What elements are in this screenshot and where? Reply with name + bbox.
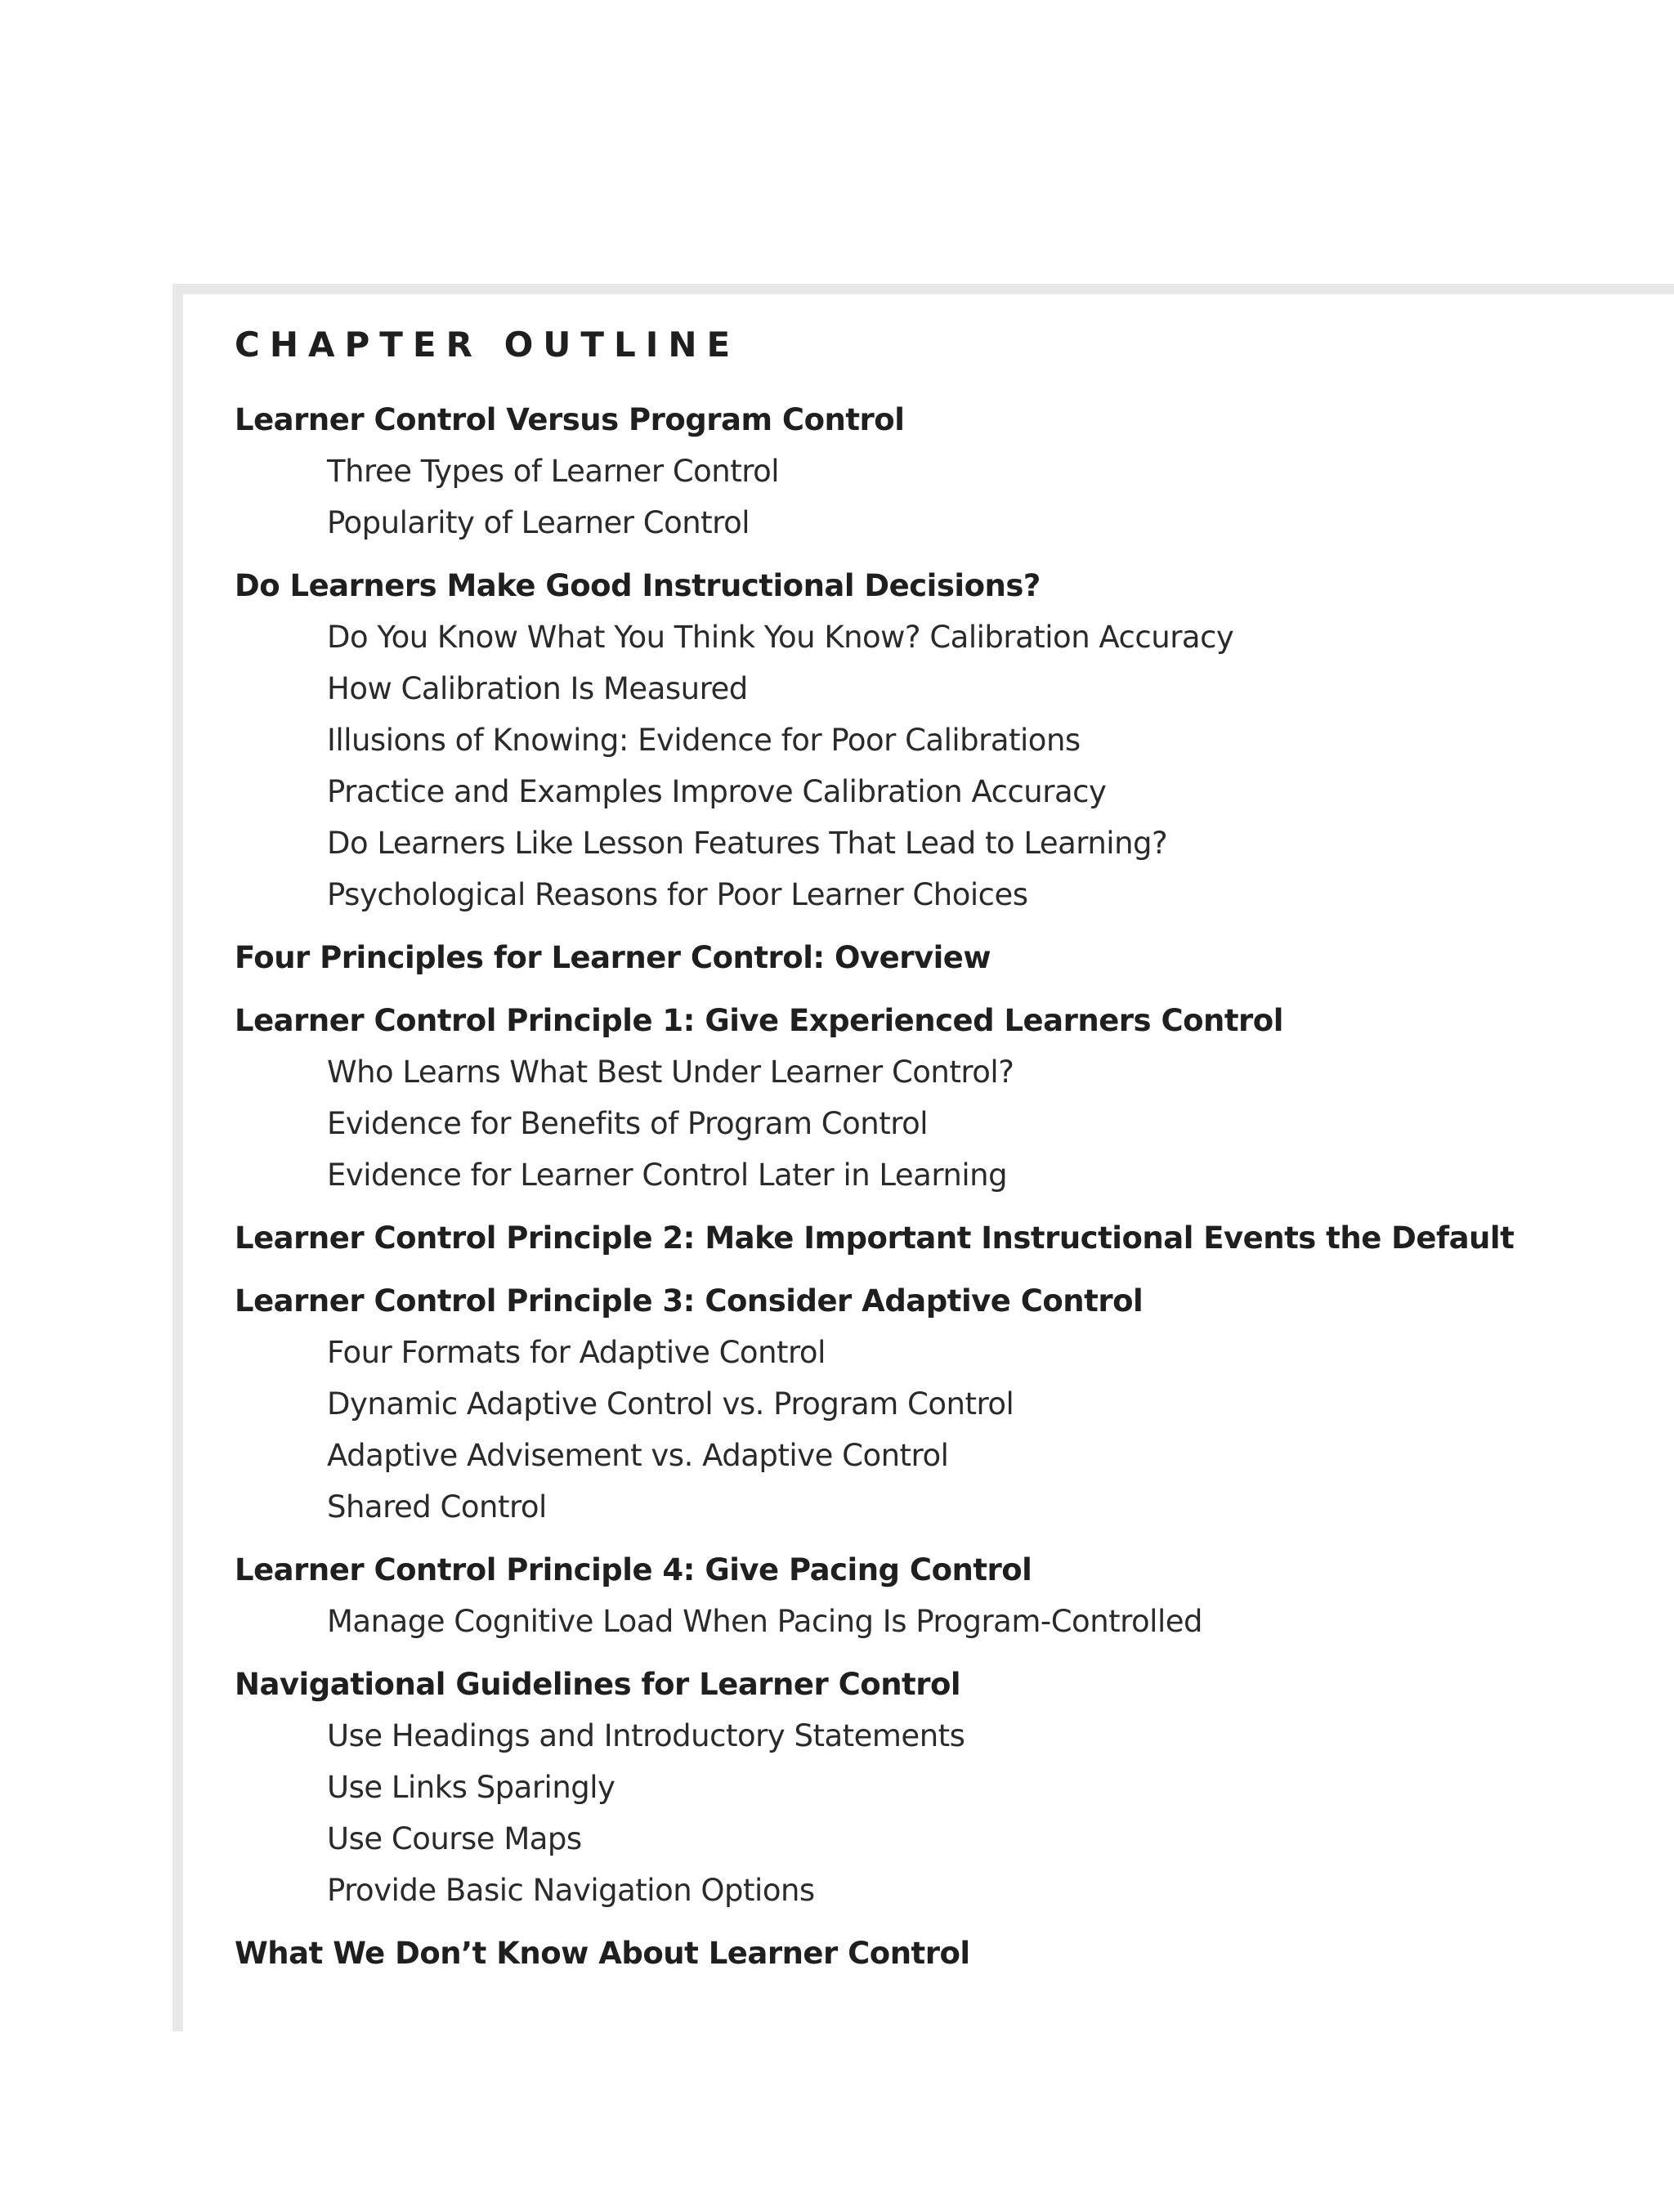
outline-subsection-item: Evidence for Learner Control Later in Learning — [327, 1157, 1008, 1193]
outline-section-heading: Learner Control Versus Program Control — [235, 402, 905, 437]
chapter-outline-heading: CHAPTER OUTLINE — [235, 325, 741, 365]
outline-subsection-item: Four Formats for Adaptive Control — [327, 1335, 826, 1370]
outline-subsection-item: Manage Cognitive Load When Pacing Is Program-Controlled — [327, 1604, 1202, 1639]
outline-subsection-item: How Calibration Is Measured — [327, 671, 748, 706]
outline-subsection-item: Do Learners Like Lesson Features That Lead to Learning? — [327, 826, 1168, 861]
outline-subsection-item: Who Learns What Best Under Learner Control? — [327, 1055, 1014, 1090]
outline-subsection-item: Illusions of Knowing: Evidence for Poor Calibrations — [327, 723, 1081, 758]
outline-subsection-item: Three Types of Learner Control — [327, 454, 780, 489]
outline-subsection-item: Popularity of Learner Control — [327, 505, 750, 540]
outline-section-heading: Do Learners Make Good Instructional Decisions? — [235, 568, 1041, 603]
outline-section-heading: What We Don’t Know About Learner Control — [235, 1936, 970, 1971]
outline-subsection-item: Evidence for Benefits of Program Control — [327, 1106, 929, 1141]
outline-section-heading: Four Principles for Learner Control: Overview — [235, 940, 991, 975]
outline-subsection-item: Dynamic Adaptive Control vs. Program Control — [327, 1386, 1014, 1422]
outline-subsection-item: Provide Basic Navigation Options — [327, 1873, 815, 1908]
outline-subsection-item: Adaptive Advisement vs. Adaptive Control — [327, 1438, 949, 1473]
outline-section-heading: Learner Control Principle 4: Give Pacing Control — [235, 1552, 1032, 1587]
chapter-outline-list — [235, 394, 1640, 1979]
outline-section-heading: Learner Control Principle 3: Consider Adaptive Control — [235, 1283, 1144, 1319]
outline-subsection-item: Practice and Examples Improve Calibration Accuracy — [327, 774, 1107, 809]
outline-subsection-item: Use Links Sparingly — [327, 1770, 615, 1805]
outline-subsection-item: Psychological Reasons for Poor Learner Choices — [327, 877, 1028, 912]
outline-subsection-item: Use Headings and Introductory Statements — [327, 1718, 965, 1753]
outline-subsection-item: Shared Control — [327, 1489, 547, 1525]
outline-section-heading: Learner Control Principle 2: Make Important Instructional Events the Default — [235, 1220, 1515, 1256]
outline-subsection-item: Use Course Maps — [327, 1821, 582, 1856]
outline-section-heading: Navigational Guidelines for Learner Control — [235, 1667, 961, 1702]
outline-section-heading: Learner Control Principle 1: Give Experienced Learners Control — [235, 1003, 1283, 1038]
outline-subsection-item: Do You Know What You Think You Know? Calibration Accuracy — [327, 620, 1234, 655]
